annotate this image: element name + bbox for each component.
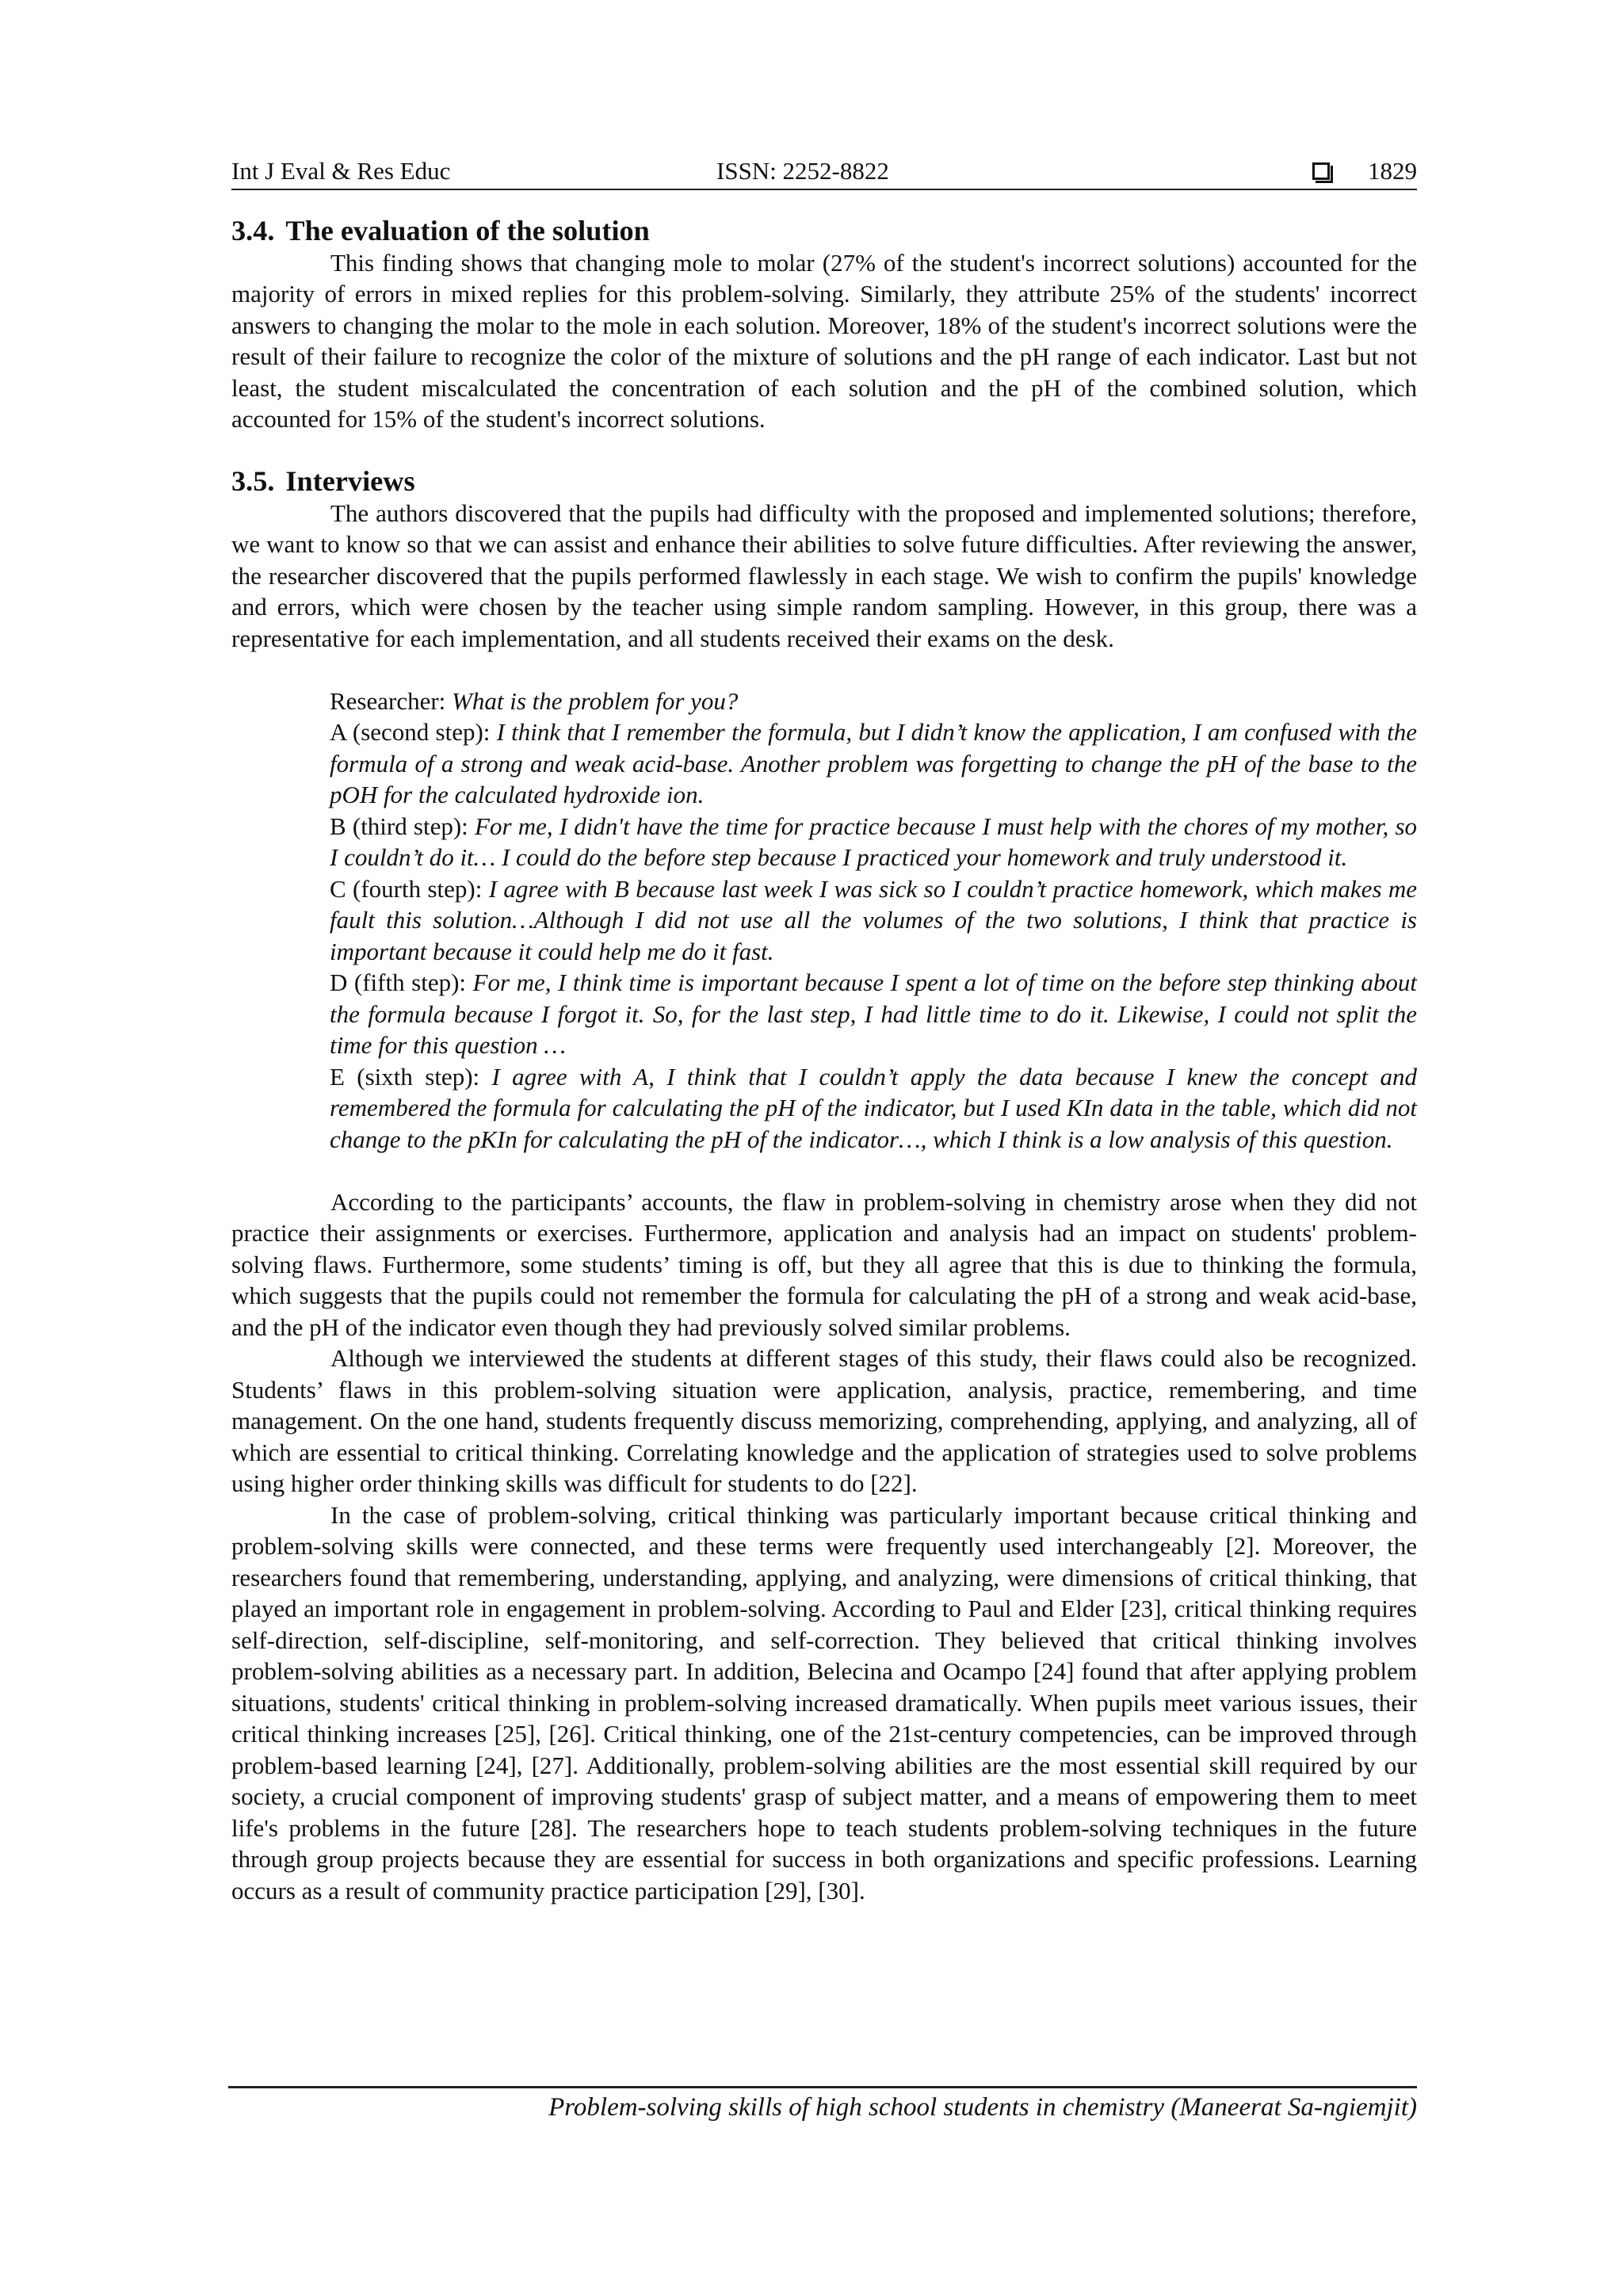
speaker-quote: What is the problem for you? — [452, 686, 739, 715]
section-title: Interviews — [285, 465, 415, 497]
paragraph: In the case of problem-solving, critical thinking was particularly important because critical thinking and problem-solving skills were connected, and these terms were frequently used interchangeably [2]. Moreover, the researchers found that remembering, understanding, applying, and analyzing, were dimensions of critical thinking, that played an important role in engagement in problem-solving. According to Paul and Elder [23], critical thinking requires self-direction, self-discipline, self-monitoring, and self-correction. They believed that critical thinking involves problem-solving abilities as a necessary part. In addition, Belecina and Ocampo [24] found that after applying problem situations, students' critical thinking in problem-solving increased dramatically. When pupils meet various issues, their critical thinking increases [25], [26]. Critical thinking, one of the 21st-century competencies, can be improved through problem-based learning [24], [27]. Additionally, problem-solving abilities are the most essential skill required by our society, a crucial component of improving students' grasp of subject matter, and a means of empowering them to meet life's problems in the future [28]. The researchers hope to teach students problem-solving techniques in the future through group projects because they are essential for success in both organizations and specific professions. Learning occurs as a result of community practice participation [29], [30]. — [231, 1500, 1417, 1904]
interview-line — [330, 686, 1417, 717]
speaker-label: B (third step): — [330, 812, 468, 840]
section-heading-3-4 — [231, 216, 1417, 247]
paragraph: Although we interviewed the students at different stages of this study, their flaws could also be recognized. Students’ flaws in this problem-solving situation were application, analysis, practice, remembering, and time management. On the one hand, students frequently discuss memorizing, comprehending, applying, and analyzing, all of which are essential to critical thinking. Correlating knowledge and the application of strategies used to solve problems using higher order thinking skills was difficult for students to do [22]. — [231, 1344, 1417, 1497]
interview-line — [330, 1061, 1417, 1156]
speaker-quote: I agree with A, I think that I couldn’t apply the data because I knew the concept and remembered the formula for calculating the pH of the indicator, but I used KIn data in the table, which did not change to the pKIn for calculating the pH of the indicator…, which I think is a low analysis of this question. — [330, 1062, 1418, 1153]
section-number: 3.4. — [231, 215, 275, 246]
interview-line — [330, 811, 1417, 873]
interview-line — [330, 873, 1417, 968]
section-title: The evaluation of the solution — [285, 215, 650, 246]
interview-line — [330, 967, 1417, 1061]
header-divider — [231, 189, 1417, 190]
speaker-label: E (sixth step): — [330, 1062, 480, 1091]
speaker-label: D (fifth step): — [330, 968, 467, 996]
speaker-label: A (second step): — [330, 718, 491, 746]
page-header — [231, 155, 1417, 190]
running-title: Problem-solving skills of high school students in chemistry (Maneerat Sa-ngiemjit) — [548, 2093, 1417, 2122]
paragraph: According to the participants’ accounts, the flaw in problem-solving in chemistry arose when they did not practice their assignments or exercises. Furthermore, application and analysis had an impact on students' problem-solving flaws. Furthermore, some students’ timing is off, but they all agree that this is due to thinking the formula, which suggests that the pupils could not remember the formula for calculating the pH of a strong and weak acid-base, and the pH of the indicator even though they had previously solved similar problems. — [231, 1187, 1417, 1341]
paragraph: The authors discovered that the pupils had difficulty with the proposed and implemented solutions; therefore, we want to know so that we can assist and enhance their abilities to solve future difficulties. After reviewing the answer, the researcher discovered that the pupils performed flawlessly in each stage. We wish to confirm the pupils' knowledge and errors, which were chosen by the teacher using simple random sampling. However, in this group, there was a representative for each implementation, and all students received their exams on the desk. — [231, 499, 1417, 652]
page-number: 1829 — [1368, 157, 1417, 185]
paragraph: This finding shows that changing mole to molar (27% of the student's incorrect solutions) accounted for the majority of errors in mixed replies for this problem-solving. Similarly, they attribute 25% of the students' incorrect answers to changing the molar to the mole in each solution. Moreover, 18% of the student's incorrect solutions were the result of their failure to recognize the color of the mixture of solutions and the pH range of each indicator. Last but not least, the student miscalculated the concentration of each solution and the pH of the combined solution, which accounted for 15% of the student's incorrect solutions. — [231, 248, 1417, 433]
journal-name: Int J Eval & Res Educ — [231, 157, 451, 185]
issn: ISSN: 2252-8822 — [716, 157, 889, 185]
interview-line — [330, 716, 1417, 811]
square-bullet-icon — [1312, 162, 1330, 180]
section-heading-3-5 — [231, 466, 1417, 498]
speaker-label: Researcher: — [330, 686, 446, 715]
speaker-quote: For me, I think time is important because I spent a lot of time on the before step thinking about the formula because I forgot it. So, for the last step, I had little time to do it. Likewise, I could not split the time for this question … — [330, 968, 1417, 1059]
speaker-quote: For me, I didn't have the time for practice because I must help with the chores of my mother, so I couldn’t do it… I could do the before step because I practiced your homework and truly understood it. — [330, 812, 1418, 871]
speaker-quote: I think that I remember the formula, but I didn’t know the application, I am confused with the formula of a strong and weak acid-base. Another problem was forgetting to change the pH of the base to the pOH for the calculated hydroxide ion. — [330, 718, 1417, 808]
footer-divider — [228, 2086, 1417, 2088]
speaker-quote: I agree with B because last week I was sick so I couldn’t practice homework, which makes me fault this solution…Although I did not use all the volumes of the two solutions, I think that practice is important because it could help me do it fast. — [330, 874, 1418, 965]
section-number: 3.5. — [231, 465, 275, 497]
speaker-label: C (fourth step): — [330, 874, 483, 903]
page-number-group — [1312, 155, 1417, 187]
article-body — [231, 216, 1417, 1906]
interview-transcript — [330, 686, 1417, 1156]
